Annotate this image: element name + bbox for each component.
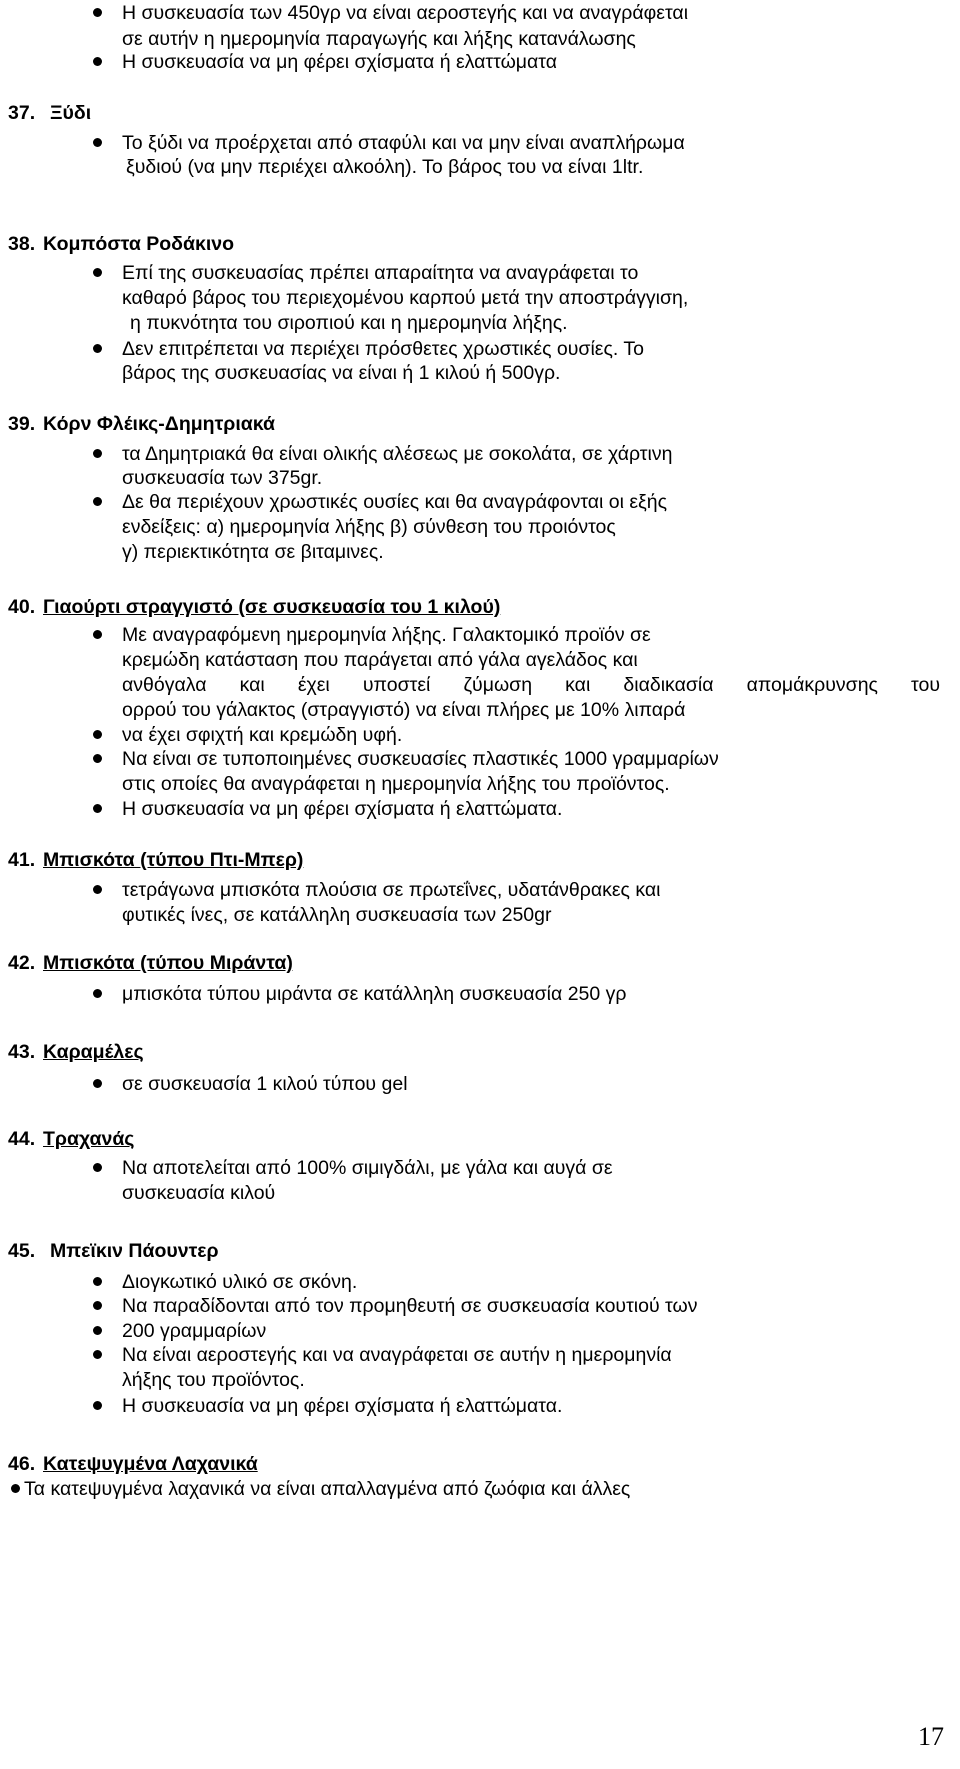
text-line: Τα κατεψυγμένα λαχανικά να είναι απαλλαγμένα από ζωόφια και άλλες <box>24 1478 631 1500</box>
text-line: συσκευασία των 375gr. <box>122 467 323 489</box>
text-line: Δε θα περιέχουν χρωστικές ουσίες και θα αναγράφονται οι εξής <box>122 491 668 513</box>
text-line: Να είναι σε τυποποιημένες συσκευασίες πλαστικές 1000 γραμμαρίων <box>122 748 719 770</box>
text-line: ξυδιού (να μην περιέχει αλκοόλη). Το βάρος του να είναι 1ltr. <box>126 156 644 178</box>
bullet <box>93 1079 102 1088</box>
section-39-title: Κόρν Φλέικς-Δημητριακά <box>43 413 275 435</box>
bullet <box>93 1301 102 1310</box>
section-44-number: 44. <box>8 1128 36 1150</box>
bullet <box>93 730 102 739</box>
text-line: Η συσκευασία να μη φέρει σχίσματα ή ελαττώματα <box>122 51 557 73</box>
bullet <box>93 1163 102 1172</box>
section-39-number: 39. <box>8 413 36 435</box>
section-45-number: 45. <box>8 1240 36 1262</box>
bullet <box>93 8 102 17</box>
text-line: συσκευασία κιλού <box>122 1182 276 1204</box>
text-line: Διογκωτικό υλικό σε σκόνη. <box>122 1271 358 1293</box>
bullet <box>11 1484 20 1493</box>
section-40-number: 40. <box>8 596 36 618</box>
text-line: λήξης του προϊόντος. <box>122 1369 305 1391</box>
bullet <box>93 885 102 894</box>
text-line: Η συσκευασία των 450γρ να είναι αεροστεγής και να αναγράφεται <box>122 2 689 24</box>
text-line: μπισκότα τύπου μιράντα σε κατάλληλη συσκευασία 250 γρ <box>122 983 627 1005</box>
text-line: στις οποίες θα αναγράφεται η ημερομηνία λήξης του προϊόντος. <box>122 773 670 795</box>
text-line: βάρος της συσκευασίας να είναι ή 1 κιλού ή 500γρ. <box>122 362 561 384</box>
text-line: Να παραδίδονται από τον προμηθευτή σε συσκευασία κουτιού των <box>122 1295 698 1317</box>
text-line: Το ξύδι να προέρχεται από σταφύλι και να μην είναι αναπλήρωμα <box>122 132 685 154</box>
section-42-number: 42. <box>8 952 36 974</box>
section-46-number: 46. <box>8 1453 36 1475</box>
bullet <box>93 630 102 639</box>
bullet <box>93 1277 102 1286</box>
bullet <box>93 497 102 506</box>
section-46-title: Κατεψυγμένα Λαχανικά <box>43 1453 258 1475</box>
text-line: Η συσκευασία να μη φέρει σχίσματα ή ελαττώματα. <box>122 1395 563 1417</box>
text-line: φυτικές ίνες, σε κατάλληλη συσκευασία των 250gr <box>122 904 552 926</box>
page-number: 17 <box>918 1722 944 1751</box>
bullet <box>93 754 102 763</box>
bullet <box>93 1350 102 1359</box>
bullet <box>93 1326 102 1335</box>
text-line: Να είναι αεροστεγής και να αναγράφεται σε αυτήν η ημερομηνία <box>122 1344 672 1366</box>
text-line: τα Δημητριακά θα είναι ολικής αλέσεως με σοκολάτα, σε χάρτινη <box>122 443 673 465</box>
text-line: 200 γραμμαρίων <box>122 1320 267 1342</box>
bullet <box>93 57 102 66</box>
section-41-title: Μπισκότα (τύπου Πτι-Μπερ) <box>43 849 304 871</box>
text-line: Με αναγραφόμενη ημερομηνία λήξης. Γαλακτομικό προϊόν σε <box>122 624 651 646</box>
section-43-number: 43. <box>8 1041 36 1063</box>
text-line: σε συσκευασία 1 κιλού τύπου gel <box>122 1073 408 1095</box>
section-37-number: 37. <box>8 102 36 124</box>
text-line: η πυκνότητα του σιροπιού και η ημερομηνία λήξης. <box>130 312 568 334</box>
section-42-title: Μπισκότα (τύπου Μιράντα) <box>43 952 293 974</box>
section-37-title: Ξύδι <box>50 102 92 124</box>
section-38-number: 38. <box>8 233 36 255</box>
text-line: Επί της συσκευασίας πρέπει απαραίτητα να αναγράφεται το <box>122 262 639 284</box>
section-40-title: Γιαούρτι στραγγιστό (σε συσκευασία του 1 κιλού) <box>43 596 501 618</box>
justified-line: ανθόγαλα και έχει υποστεί ζύμωση και διαδικασία απομάκρυνσης του <box>122 674 940 696</box>
text-line: Η συσκευασία να μη φέρει σχίσματα ή ελαττώματα. <box>122 798 563 820</box>
text-line: Δεν επιτρέπεται να περιέχει πρόσθετες χρωστικές ουσίες. Το <box>122 338 644 360</box>
text-line: ενδείξεις: α) ημερομηνία λήξης β) σύνθεση του προιόντος <box>122 516 616 538</box>
section-38-title: Κομπόστα Ροδάκινο <box>43 233 235 255</box>
text-line: γ) περιεκτικότητα σε βιταμινες. <box>122 541 384 563</box>
bullet <box>93 138 102 147</box>
bullet <box>93 989 102 998</box>
text-line: κρεμώδη κατάσταση που παράγεται από γάλα αγελάδος και <box>122 649 638 671</box>
text-line: Να αποτελείται από 100% σιμιγδάλι, με γάλα και αυγά σε <box>122 1157 613 1179</box>
section-41-number: 41. <box>8 849 36 871</box>
bullet <box>93 449 102 458</box>
text-line: ορρού του γάλακτος (στραγγιστό) να είναι πλήρες με 10% λιπαρά <box>122 699 686 721</box>
text-line: τετράγωνα μπισκότα πλούσια σε πρωτεΐνες, υδατάνθρακες και <box>122 879 661 901</box>
text-line: να έχει σφιχτή και κρεμώδη υφή. <box>122 724 403 746</box>
text-line: σε αυτήν η ημερομηνία παραγωγής και λήξης κατανάλωσης <box>122 28 636 50</box>
text-line: καθαρό βάρος του περιεχομένου καρπού μετά την αποστράγγιση, <box>122 287 689 309</box>
section-44-title: Τραχανάς <box>43 1128 135 1150</box>
section-45-title: Μπεϊκιν Πάουντερ <box>50 1240 219 1262</box>
bullet <box>93 344 102 353</box>
section-43-title: Καραμέλες <box>43 1041 144 1063</box>
bullet <box>93 1401 102 1410</box>
bullet <box>93 268 102 277</box>
bullet <box>93 804 102 813</box>
